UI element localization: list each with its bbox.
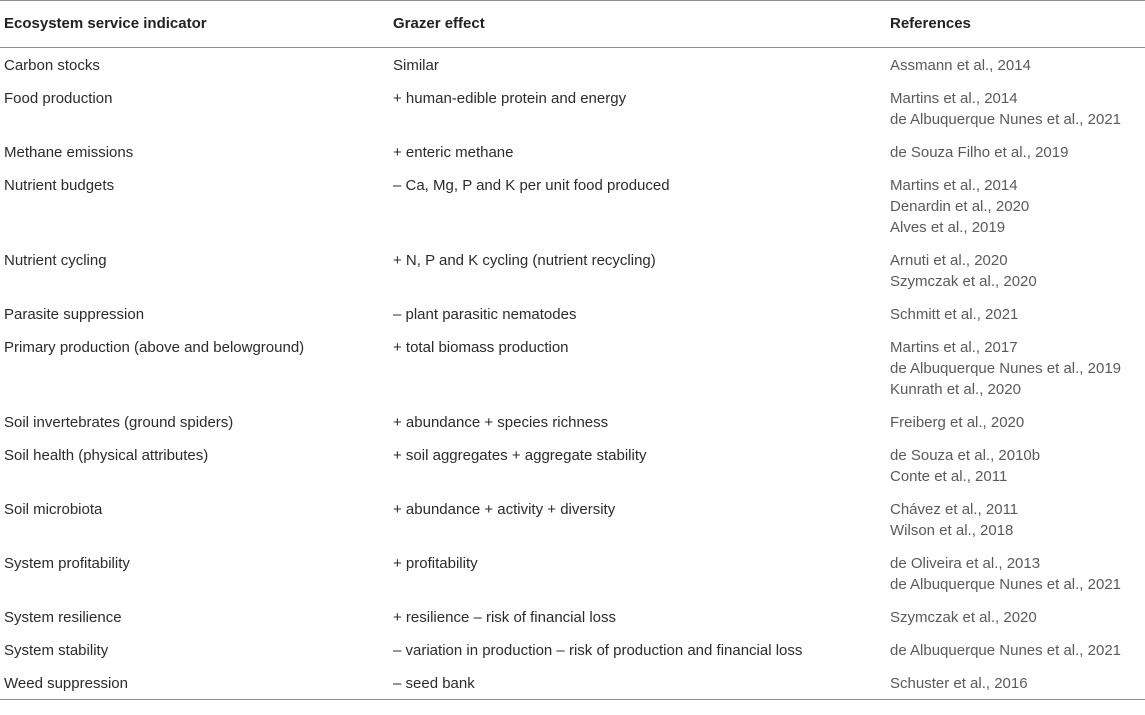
table-row [0,438,1145,492]
effect-cell: – seed bank [389,666,886,700]
references-cell [886,243,1145,297]
indicator-cell: Soil health (physical attributes) [4,447,209,464]
reference: Martins et al., 2014 [890,90,1018,107]
reference: de Albuquerque Nunes et al., 2021 [890,576,1122,593]
reference: de Albuquerque Nunes et al., 2019 [890,360,1122,377]
reference: Schuster et al., 2016 [890,675,1028,692]
reference: Denardin et al., 2020 [890,198,1030,215]
table-row [0,81,1145,135]
table-row [0,48,1145,82]
effect-cell: + abundance + activity + diversity [393,501,616,518]
references-cell [886,330,1145,405]
reference: de Souza et al., 2010b [890,447,1041,464]
table-row [0,330,1145,405]
references-cell [886,135,1145,168]
effect-cell: – variation in production – risk of production and financial loss [393,642,803,659]
reference: de Albuquerque Nunes et al., 2021 [890,111,1122,128]
references-cell [886,81,1145,135]
table-row [0,546,1145,600]
reference: Martins et al., 2014 [890,177,1018,194]
reference: Freiberg et al., 2020 [890,414,1025,431]
reference: Szymczak et al., 2020 [890,609,1037,626]
effect-cell: + enteric methane [393,144,514,161]
effect-cell: Similar [393,57,439,74]
table-row [0,405,1145,438]
effect-cell: + resilience – risk of financial loss [393,609,617,626]
indicator-cell: Carbon stocks [4,57,100,74]
reference: de Oliveira et al., 2013 [890,555,1041,572]
reference: Schmitt et al., 2021 [890,306,1019,323]
effect-cell: + profitability [393,555,478,572]
reference: Chávez et al., 2011 [890,501,1019,518]
references-cell [886,48,1145,82]
indicator-cell: Soil microbiota [4,501,103,518]
indicator-cell: Nutrient budgets [4,177,115,194]
references-cell [886,666,1145,700]
table-row [0,633,1145,666]
references-cell [886,405,1145,438]
reference: Martins et al., 2017 [890,339,1018,356]
indicator-cell: Parasite suppression [4,306,145,323]
table-row [0,666,1145,700]
table-row [0,243,1145,297]
reference: de Souza Filho et al., 2019 [890,144,1069,161]
reference: Assmann et al., 2014 [890,57,1031,74]
effect-cell: – plant parasitic nematodes [393,306,577,323]
indicator-cell: System profitability [4,555,130,572]
indicator-cell: Soil invertebrates (ground spiders) [4,414,234,431]
references-cell [886,546,1145,600]
reference: de Albuquerque Nunes et al., 2021 [890,642,1122,659]
table-header-row [0,1,1145,48]
header-references: References [886,1,1145,48]
indicator-cell: Nutrient cycling [4,252,107,269]
indicator-cell: Primary production (above and belowground) [4,339,305,356]
table-row [0,168,1145,243]
effect-cell: – Ca, Mg, P and K per unit food produced [393,177,670,194]
reference: Alves et al., 2019 [890,219,1006,236]
references-cell [886,492,1145,546]
reference: Arnuti et al., 2020 [890,252,1008,269]
effect-cell: + abundance + species richness [393,414,609,431]
references-cell [886,600,1145,633]
indicator-cell: Weed suppression [0,666,389,700]
effect-cell: + human-edible protein and energy [393,90,627,107]
indicator-cell: Food production [4,90,113,107]
reference: Wilson et al., 2018 [890,522,1014,539]
table-row [0,135,1145,168]
indicator-cell: System resilience [4,609,122,626]
table-row [0,492,1145,546]
table-row [0,297,1145,330]
effect-cell: + soil aggregates + aggregate stability [393,447,647,464]
references-cell [886,438,1145,492]
references-cell [886,168,1145,243]
header-grazer-effect: Grazer effect [389,1,886,48]
indicator-cell: Methane emissions [4,144,134,161]
effect-cell: + total biomass production [393,339,569,356]
header-indicator: Ecosystem service indicator [0,1,389,48]
reference: Conte et al., 2011 [890,468,1008,485]
references-cell [886,297,1145,330]
references-cell [886,633,1145,666]
reference: Szymczak et al., 2020 [890,273,1037,290]
reference: Kunrath et al., 2020 [890,381,1021,398]
effect-cell: + N, P and K cycling (nutrient recycling) [393,252,656,269]
indicator-cell: System stability [4,642,109,659]
table-row [0,600,1145,633]
